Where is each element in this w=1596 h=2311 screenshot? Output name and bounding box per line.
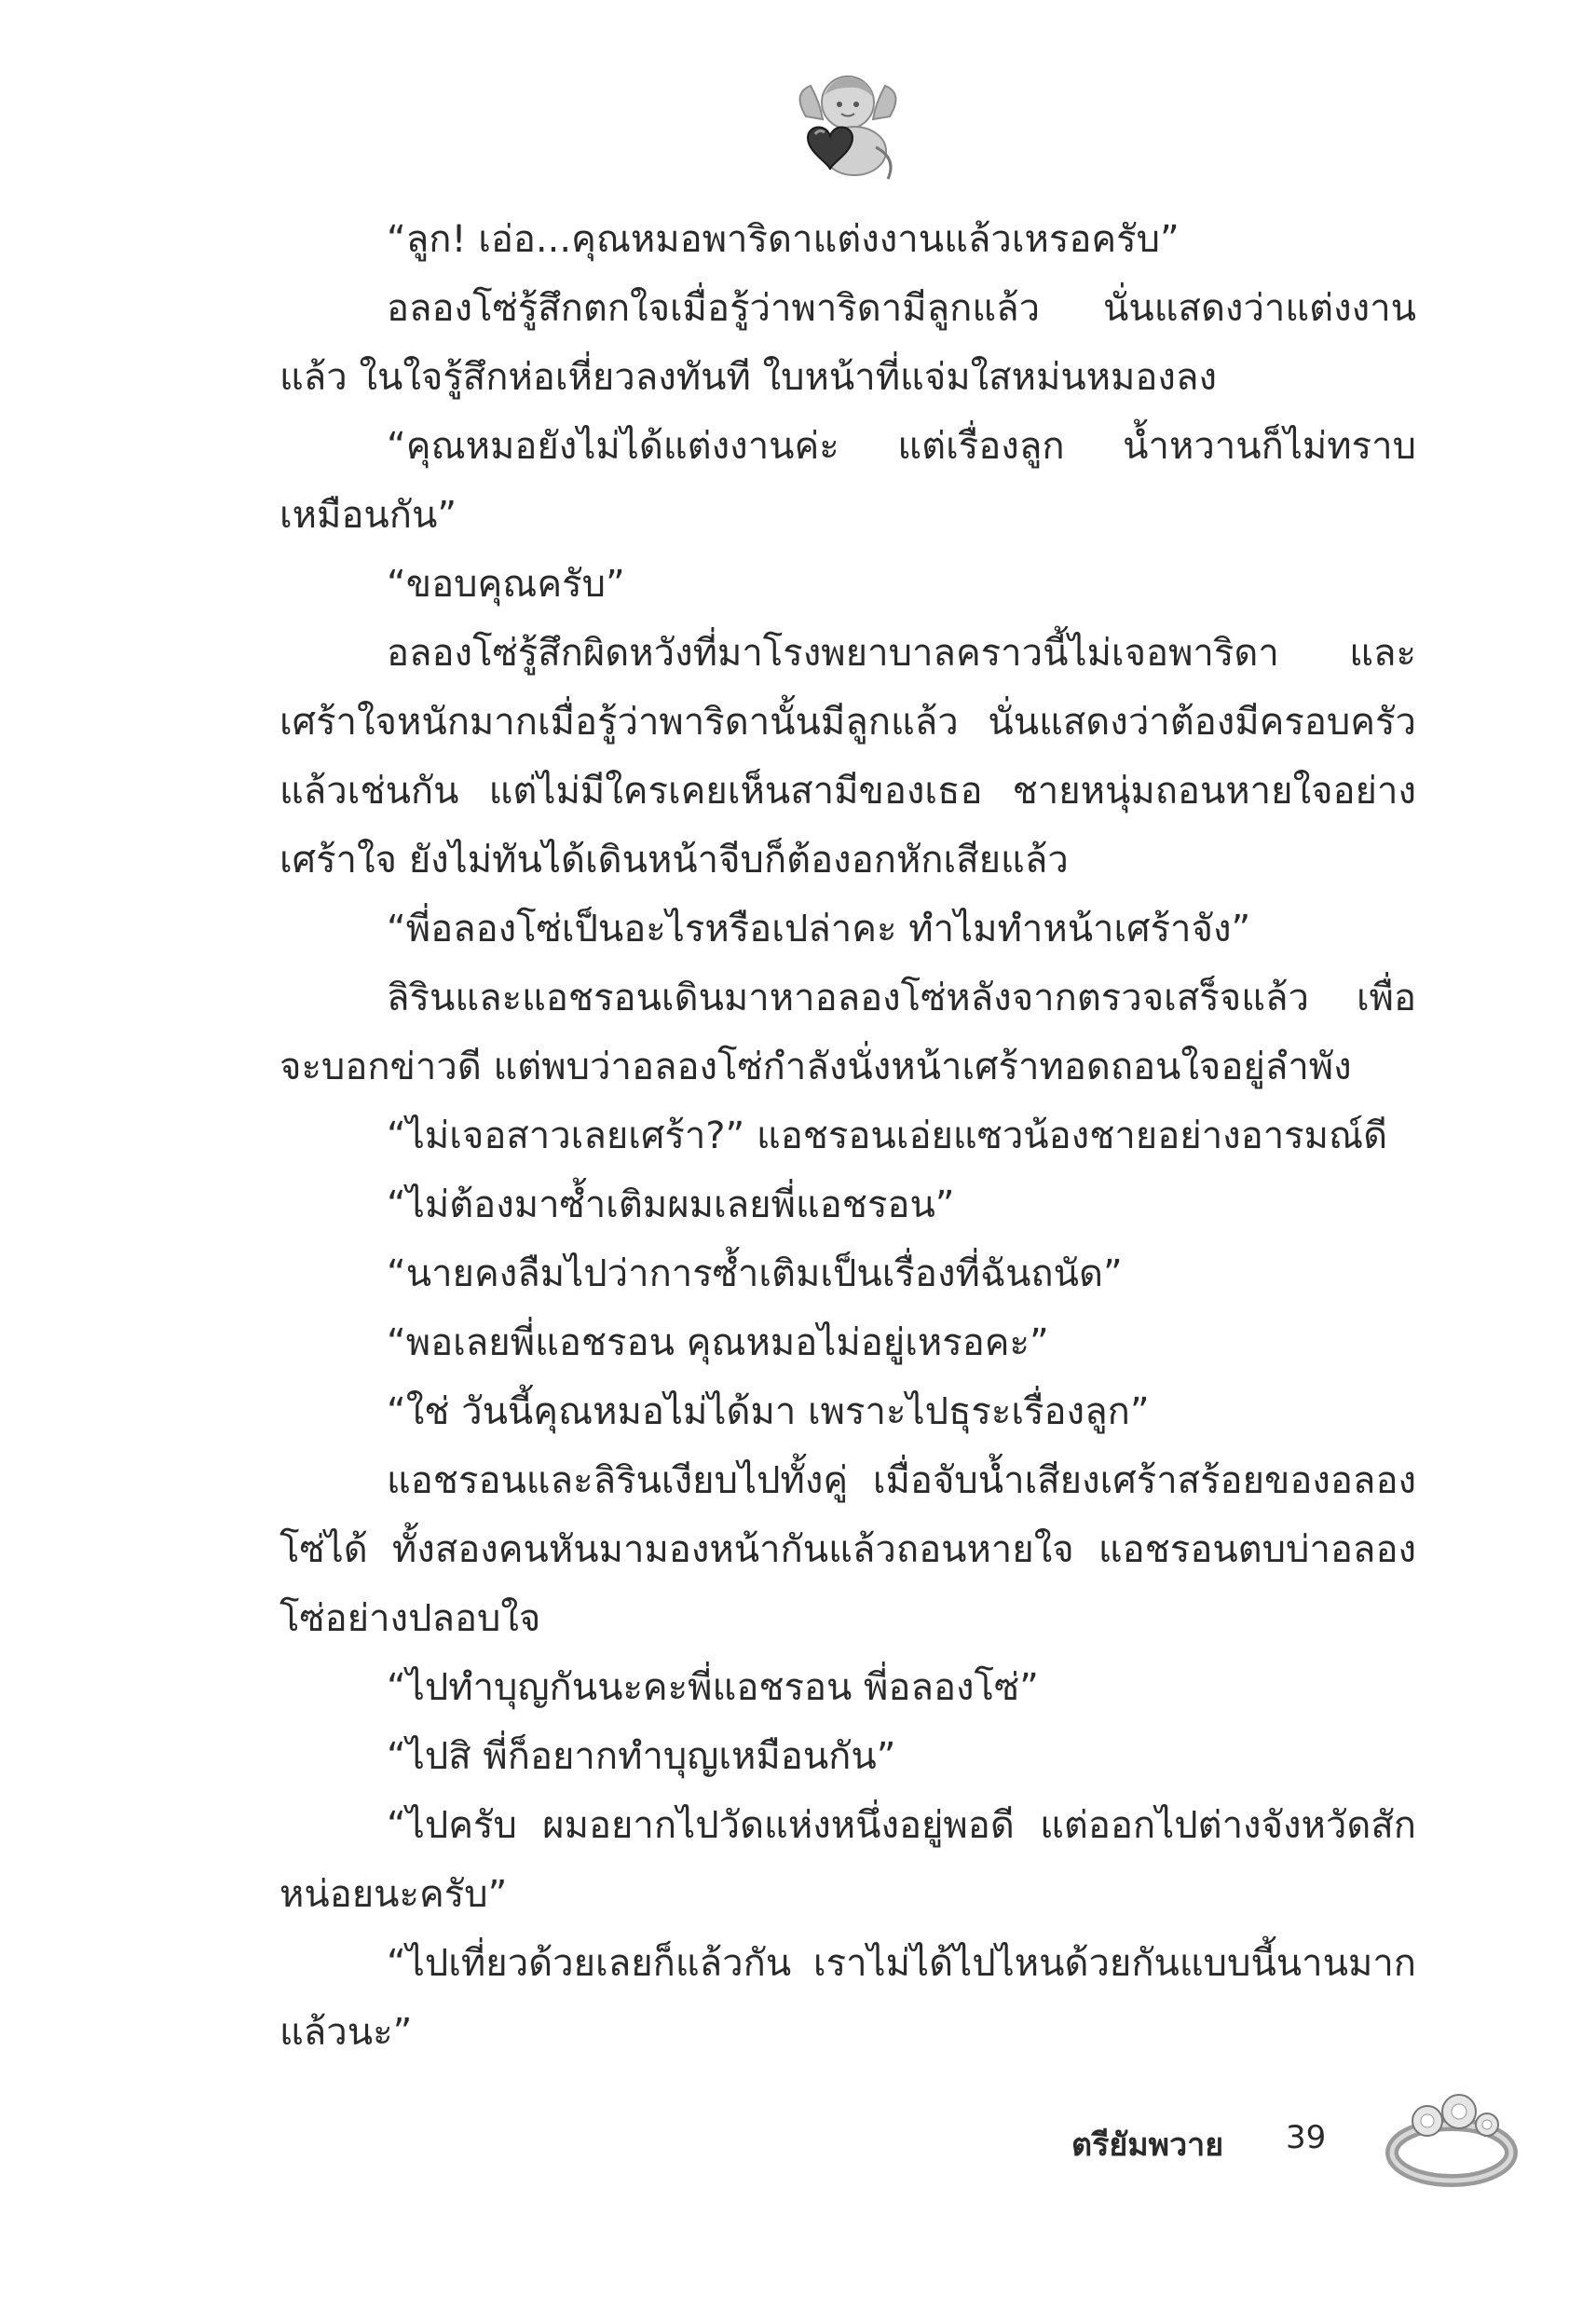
paragraph: “ลูก! เอ่อ...คุณหมอพาริดาแต่งงานแล้วเหรอครับ” bbox=[387, 218, 1180, 261]
running-title: ตรียัมพวาย bbox=[1071, 2126, 1224, 2164]
story-text bbox=[280, 205, 1416, 2067]
paragraph: “ไปครับ ผมอยากไปวัดแห่งหนึ่งอยู่พอดี แต่ออกไปต่างจังหวัดสักหน่อยนะครับ” bbox=[280, 1804, 1416, 1916]
paragraph: “ใช่ วันนี้คุณหมอไม่ได้มา เพราะไปธุระเรื่องลูก” bbox=[387, 1390, 1150, 1433]
paragraph: “นายคงลืมไปว่าการซ้ำเติมเป็นเรื่องที่ฉันถนัด” bbox=[387, 1252, 1123, 1295]
paragraph: แอชรอนและลิรินเงียบไปทั้งคู่ เมื่อจับน้ำเสียงเศร้าสร้อยของอลองโซ่ได้ ทั้งสองคนหันมามองหน้ากันแล้วถอนหายใจ แอชรอนตบบ่าอลองโซ่อย่างปลอบใจ bbox=[280, 1459, 1416, 1640]
paragraph: “พอเลยพี่แอชรอน คุณหมอไม่อยู่เหรอคะ” bbox=[387, 1321, 1049, 1364]
diamond-ring-icon bbox=[1379, 2087, 1519, 2190]
paragraph: “ไปทำบุญกันนะคะพี่แอชรอน พี่อลองโซ่” bbox=[387, 1666, 1039, 1709]
page-footer bbox=[1071, 2087, 1463, 2190]
paragraph: “ไม่ต้องมาซ้ำเติมผมเลยพี่แอชรอน” bbox=[387, 1183, 955, 1226]
paragraph: “ไม่เจอสาวเลยเศร้า?” แอชรอนเอ่ยแซวน้องชายอย่างอารมณ์ดี bbox=[387, 1114, 1388, 1157]
paragraph: “ไปเที่ยวด้วยเลยก็แล้วกัน เราไม่ได้ไปไหนด้วยกันแบบนี้นานมากแล้วนะ” bbox=[280, 1942, 1416, 2054]
paragraph: “ไปสิ พี่ก็อยากทำบุญเหมือนกัน” bbox=[387, 1735, 896, 1778]
paragraph: ลิรินและแอชรอนเดินมาหาอลองโซ่หลังจากตรวจเสร็จแล้ว เพื่อจะบอกข่าวดี แต่พบว่าอลองโซ่กำลังนั่งหน้าเศร้าทอดถอนใจอยู่ลำพัง bbox=[280, 977, 1416, 1088]
paragraph: “ขอบคุณครับ” bbox=[387, 563, 625, 606]
cupid-heart-icon bbox=[787, 65, 908, 186]
paragraph: อลองโซ่รู้สึกผิดหวังที่มาโรงพยาบาลคราวนี้ไม่เจอพาริดา และเศร้าใจหนักมากเมื่อรู้ว่าพาริดานั้นมีลูกแล้ว นั่นแสดงว่าต้องมีครอบครัวแล้วเช่นกัน แต่ไม่มีใครเคยเห็นสามีของเธอ ชายหนุ่มถอนหายใจอย่างเศร้าใจ ยังไม่ทันได้เดินหน้าจีบก็ต้องอกหักเสียแล้ว bbox=[280, 632, 1416, 882]
paragraph: “พี่อลองโซ่เป็นอะไรหรือเปล่าคะ ทำไมทำหน้าเศร้าจัง” bbox=[387, 908, 1251, 950]
paragraph: “คุณหมอยังไม่ได้แต่งงานค่ะ แต่เรื่องลูก น้ำหวานก็ไม่ทราบเหมือนกัน” bbox=[280, 425, 1416, 537]
paragraph: อลองโซ่รู้สึกตกใจเมื่อรู้ว่าพาริดามีลูกแล้ว นั่นแสดงว่าแต่งงานแล้ว ในใจรู้สึกห่อเหี่ยวลงทันที ใบหน้าที่แจ่มใสหม่นหมองลง bbox=[280, 287, 1416, 399]
page-number: 39 bbox=[1286, 2119, 1327, 2156]
